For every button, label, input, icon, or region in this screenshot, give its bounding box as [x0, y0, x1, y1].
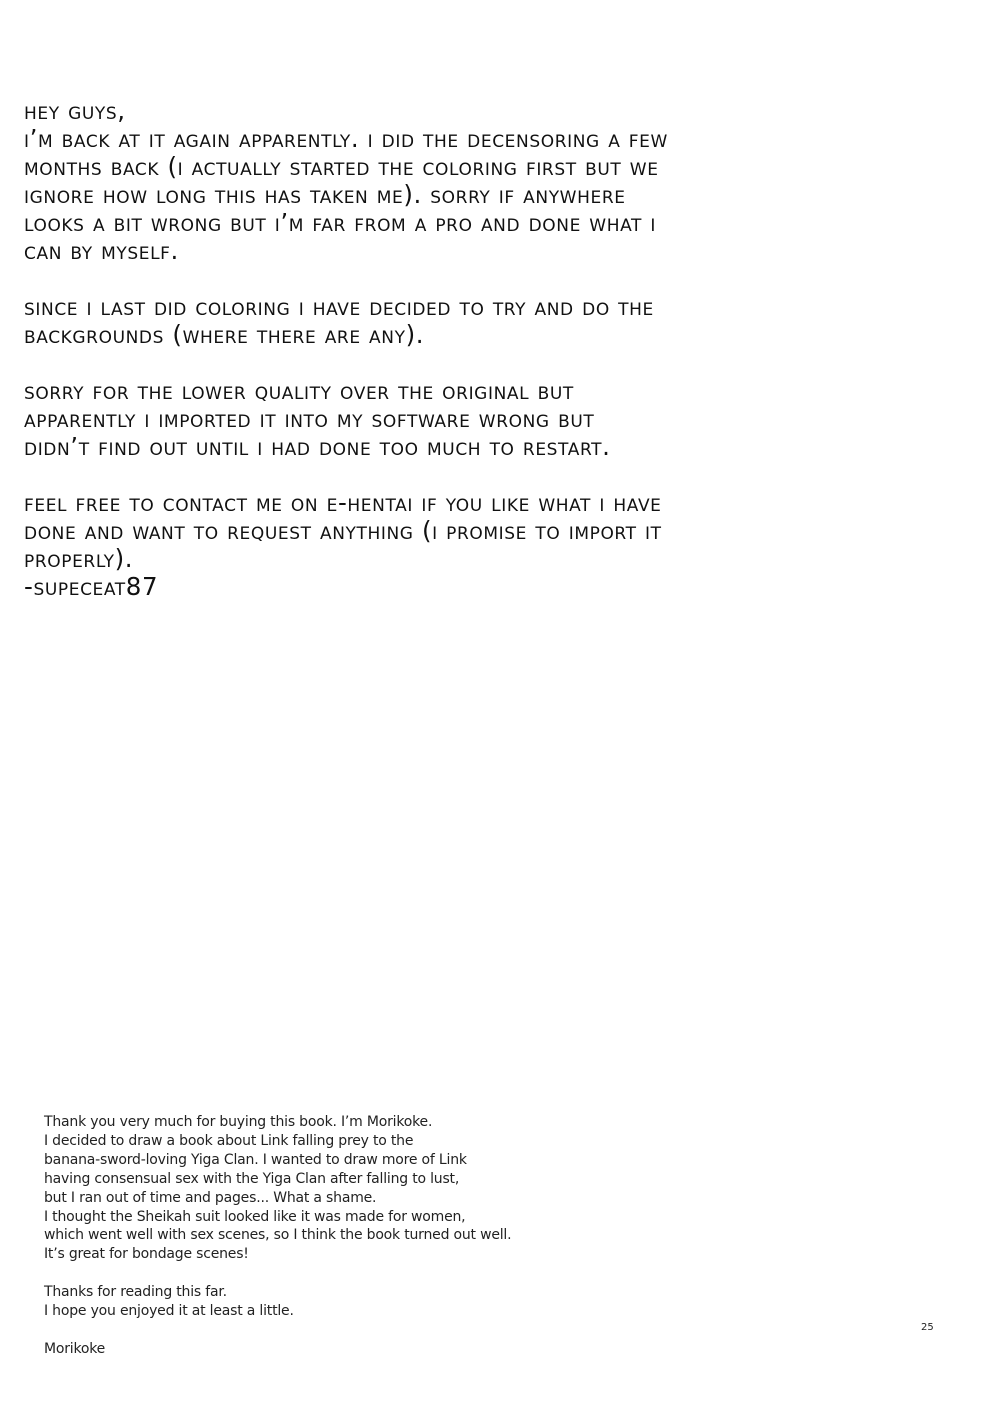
note-line: looks a bit wrong but i’m far from a pro and done what i — [24, 208, 656, 237]
afterword-line: but I ran out of time and pages... What a shame. — [44, 1189, 377, 1206]
note-line: properly). — [24, 544, 134, 573]
note-paragraph-3 — [24, 377, 984, 461]
note-paragraph-1 — [24, 125, 984, 265]
note-line: apparently i imported it into my software wrong but — [24, 404, 595, 433]
afterword-line: Thanks for reading this far. — [44, 1284, 227, 1301]
note-line: i’m back at it again apparently. i did the decensoring a few — [24, 124, 668, 153]
afterword-author — [44, 1340, 564, 1359]
note-line: sorry for the lower quality over the original but — [24, 376, 574, 405]
afterword-line: which went well with sex scenes, so I think the book turned out well. — [44, 1227, 512, 1244]
note-line: ignore how long this has taken me). sorry if anywhere — [24, 180, 626, 209]
note-line: feel free to contact me on e-hentai if you like what i have — [24, 488, 662, 517]
author-name: Morikoke — [44, 1341, 106, 1358]
translator-note — [24, 97, 984, 601]
afterword-line: banana-sword-loving Yiga Clan. I wanted to draw more of Link — [44, 1151, 467, 1168]
afterword-line: having consensual sex with the Yiga Clan after falling to lust, — [44, 1170, 460, 1187]
afterword-line: I hope you enjoyed it at least a little. — [44, 1303, 294, 1320]
note-greeting — [24, 97, 984, 125]
author-afterword — [44, 1113, 564, 1359]
afterword-line: Thank you very much for buying this book. I’m Morikoke. — [44, 1114, 433, 1130]
note-signature — [24, 573, 984, 601]
note-line: done and want to request anything (i promise to import it — [24, 516, 662, 545]
note-line: since i last did coloring i have decided to try and do the — [24, 292, 654, 321]
note-line: didn’t find out until i had done too much to restart. — [24, 432, 611, 461]
note-line: backgrounds (where there are any). — [24, 320, 425, 349]
note-line: can by myself. — [24, 236, 179, 265]
afterword-paragraph-2 — [44, 1283, 564, 1321]
page-number: 25 — [921, 1322, 934, 1333]
afterword-paragraph-1 — [44, 1113, 564, 1264]
afterword-line: I decided to draw a book about Link falling prey to the — [44, 1132, 414, 1149]
afterword-line: It’s great for bondage scenes! — [44, 1246, 249, 1263]
note-paragraph-4 — [24, 489, 984, 573]
note-line: months back (i actually started the coloring first but we — [24, 152, 659, 181]
signature-text: -supeceat87 — [24, 572, 159, 601]
afterword-line: I thought the Sheikah suit looked like it was made for women, — [44, 1208, 466, 1225]
note-line: hey guys, — [24, 96, 126, 125]
note-paragraph-2 — [24, 293, 984, 349]
